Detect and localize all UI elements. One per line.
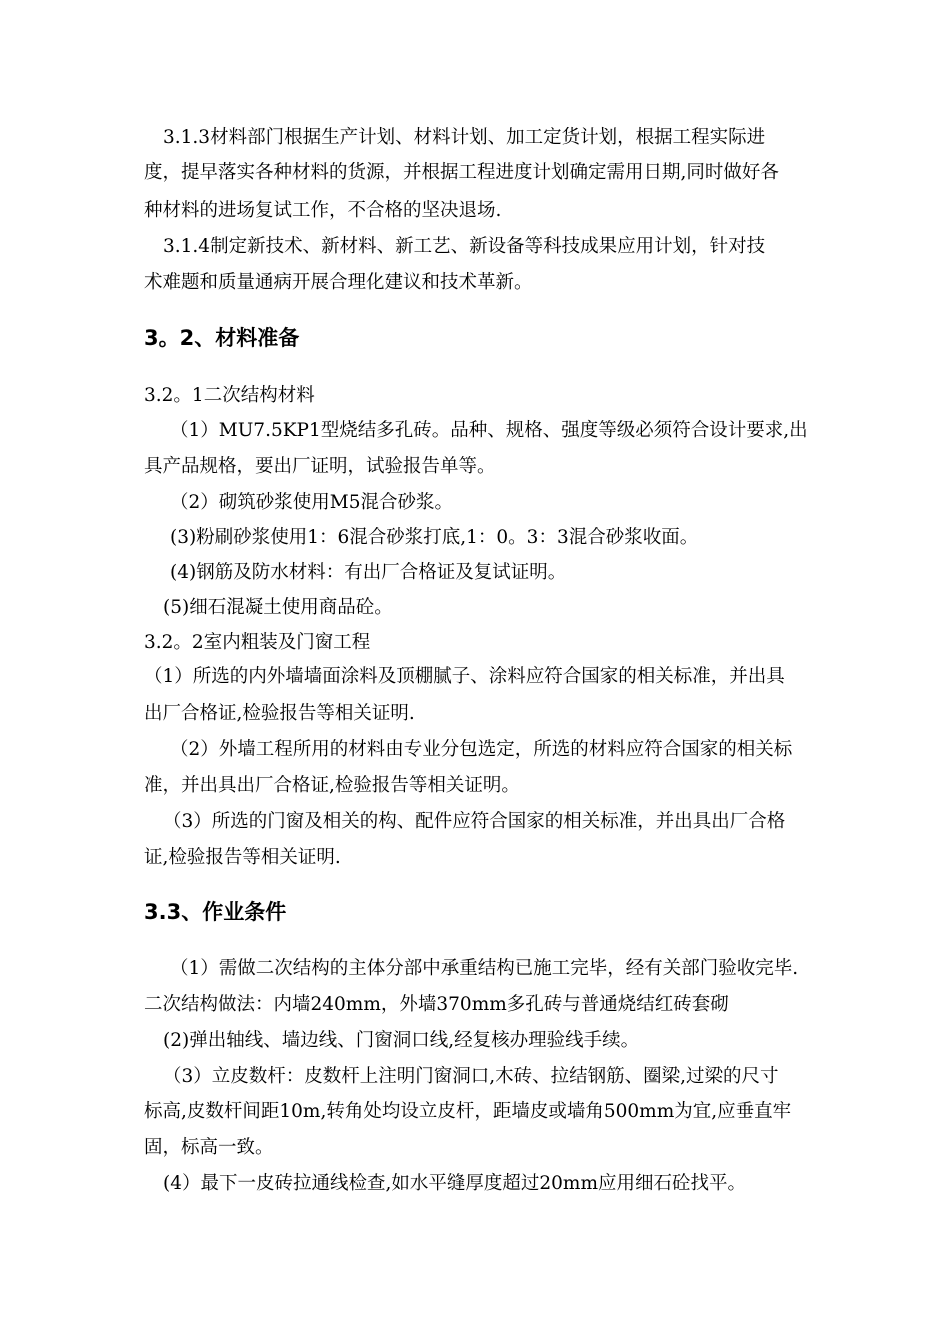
item-3-3-3-line-3: 固，标高一致。 xyxy=(144,1137,274,1158)
item-3-2-1-1-line-1: （1）MU7.5KP1型烧结多孔砖。品种、规格、强度等级必须符合设计要求,出 xyxy=(170,420,808,441)
item-3-2-1-1-line-2: 具产品规格，要出厂证明，试验报告单等。 xyxy=(144,456,496,477)
item-3-3-1-line-2: 二次结构做法：内墙240mm，外墙370mm多孔砖与普通烧结红砖套砌 xyxy=(144,994,729,1015)
paragraph-313-line-2: 度，提早落实各种材料的货源，并根据工程进度计划确定需用日期,同时做好各 xyxy=(144,162,779,183)
item-3-2-2-3-line-1: （3）所选的门窗及相关的构、配件应符合国家的相关标准，并出具出厂合格 xyxy=(163,811,786,832)
item-3-2-2-1-line-2: 出厂合格证,检验报告等相关证明. xyxy=(144,703,415,724)
item-3-2-2-3-line-2: 证,检验报告等相关证明. xyxy=(144,847,341,868)
item-3-2-2-2-line-2: 准，并出具出厂合格证,检验报告等相关证明。 xyxy=(144,775,520,796)
paragraph-314-line-2: 术难题和质量通病开展合理化建议和技术革新。 xyxy=(144,272,533,293)
subheading-3-2-1: 3.2。1二次结构材料 xyxy=(144,385,315,406)
subheading-3-2-2: 3.2。2室内粗装及门窗工程 xyxy=(144,632,371,653)
item-3-2-1-2: （2）砌筑砂浆使用M5混合砂浆。 xyxy=(170,492,453,513)
heading-3-3: 3.3、作业条件 xyxy=(144,900,287,924)
item-3-3-1-line-1: （1）需做二次结构的主体分部中承重结构已施工完毕，经有关部门验收完毕. xyxy=(170,958,799,979)
item-3-2-1-4: (4)钢筋及防水材料：有出厂合格证及复试证明。 xyxy=(170,562,567,583)
item-3-3-3-line-2: 标高,皮数杆间距10m,转角处均设立皮杆，距墙皮或墙角500mm为宜,应垂直牢 xyxy=(144,1101,792,1122)
item-3-2-1-5: (5)细石混凝土使用商品砼。 xyxy=(163,597,393,618)
paragraph-313-line-3: 种材料的进场复试工作，不合格的坚决退场. xyxy=(144,200,502,221)
paragraph-313-line-1: 3.1.3材料部门根据生产计划、材料计划、加工定货计划，根据工程实际进 xyxy=(163,127,766,148)
item-3-2-2-2-line-1: （2）外墙工程所用的材料由专业分包选定，所选的材料应符合国家的相关标 xyxy=(170,739,793,760)
item-3-2-2-1-line-1: （1）所选的内外墙墙面涂料及顶棚腻子、涂料应符合国家的相关标准，并出具 xyxy=(144,666,785,687)
item-3-3-3-line-1: （3）立皮数杆：皮数杆上注明门窗洞口,木砖、拉结钢筋、圈梁,过梁的尺寸 xyxy=(163,1066,779,1087)
item-3-2-1-3: (3)粉刷砂浆使用1：6混合砂浆打底,1：0。3：3混合砂浆收面。 xyxy=(170,527,699,548)
item-3-3-2: (2)弹出轴线、墙边线、门窗洞口线,经复核办理验线手续。 xyxy=(163,1030,640,1051)
item-3-3-4: (4）最下一皮砖拉通线检查,如水平缝厚度超过20mm应用细石砼找平。 xyxy=(163,1173,746,1194)
paragraph-314-line-1: 3.1.4制定新技术、新材料、新工艺、新设备等科技成果应用计划，针对技 xyxy=(163,236,766,257)
heading-3-2: 3。2、材料准备 xyxy=(144,326,300,350)
